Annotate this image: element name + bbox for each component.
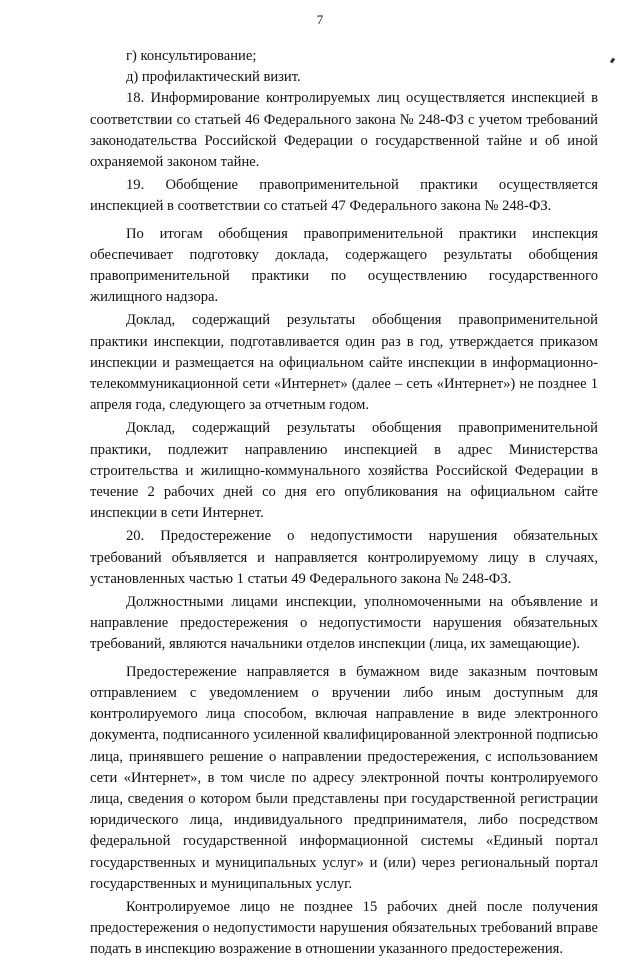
list-item-preventive-visit: д) профилактический визит. xyxy=(126,69,301,86)
paragraph-report-approval: Доклад, содержащий результаты обобщения правоприменительной практики инспекции, подготавливается один раз в год, утверждается приказом инспекции и размещается на официальном сайте инспекции в информационно-телекоммуникационной сети «Интернет» (далее – сеть «Интернет») не позднее 1 апреля года, следующего за отчетным годом. xyxy=(90,312,598,414)
paragraph-19-generalization: 19. Обобщение правоприменительной практики осуществляется инспекцией в соответствии со статьей 47 Федерального закона № 248-ФЗ. xyxy=(90,177,598,215)
list-item-consulting: г) консультирование; xyxy=(126,48,257,64)
paragraph-warning-delivery: Предостережение направляется в бумажном виде заказным почтовым отправлением с уведомлением о вручении либо иным доступным для контролируемого лица способом, включая направление в виде электронного документа, подписанного усиленной квалифицированной электронной подписью лица, принявшего решение о направлении предостережения, с использованием сети «Интернет», в том числе по адресу электронной почты контролируемого лица, сведения о котором были представлены при государственной регистрации юридического лица, индивидуального предпринимателя, либо посредством федеральной государственной информационной системы «Единый портал государственных и муниципальных услуг» и (или) через региональный портал государственных и муниципальных услуг. xyxy=(90,663,598,892)
paragraph-report-preparation: По итогам обобщения правоприменительной практики инспекция обеспечивает подготовку доклада, содержащего результаты обобщения правоприменительной практики по осуществлению государственного жилищного надзора. xyxy=(90,225,598,306)
paragraph-report-submission: Доклад, содержащий результаты обобщения правоприменительной практики, подлежит направлению инспекцией в адрес Министерства строительства и жилищно-коммунального хозяйства Российской Федерации в течение 2 рабочих дней со дня его опубликования на официальном сайте инспекции в сети Интернет. xyxy=(90,420,598,522)
document-body xyxy=(90,46,598,961)
paragraph-authorized-officials: Должностными лицами инспекции, уполномоченными на объявление и направление предостережения о недопустимости нарушения обязательных требований, являются начальники отделов инспекции (лица, их замещающие). xyxy=(90,594,598,653)
paragraph-20-warning: 20. Предостережение о недопустимости нарушения обязательных требований объявляется и направляется контролируемому лицу в случаях, установленных частью 1 статьи 49 Федерального закона № 248-ФЗ. xyxy=(90,528,598,587)
paragraph-18-informing: 18. Информирование контролируемых лиц осуществляется инспекцией в соответствии со статьей 46 Федерального закона № 248-ФЗ с учетом требований законодательства Российской Федерации о государственной тайне и об иной охраняемой законом тайне. xyxy=(90,90,598,171)
page-number: 7 xyxy=(316,12,324,27)
paragraph-objection: Контролируемое лицо не позднее 15 рабочих дней после получения предостережения о недопустимости нарушения обязательных требований вправе подать в инспекцию возражение в отношении указанного предостережения. xyxy=(90,898,598,958)
scan-artifact-mark xyxy=(610,58,615,64)
